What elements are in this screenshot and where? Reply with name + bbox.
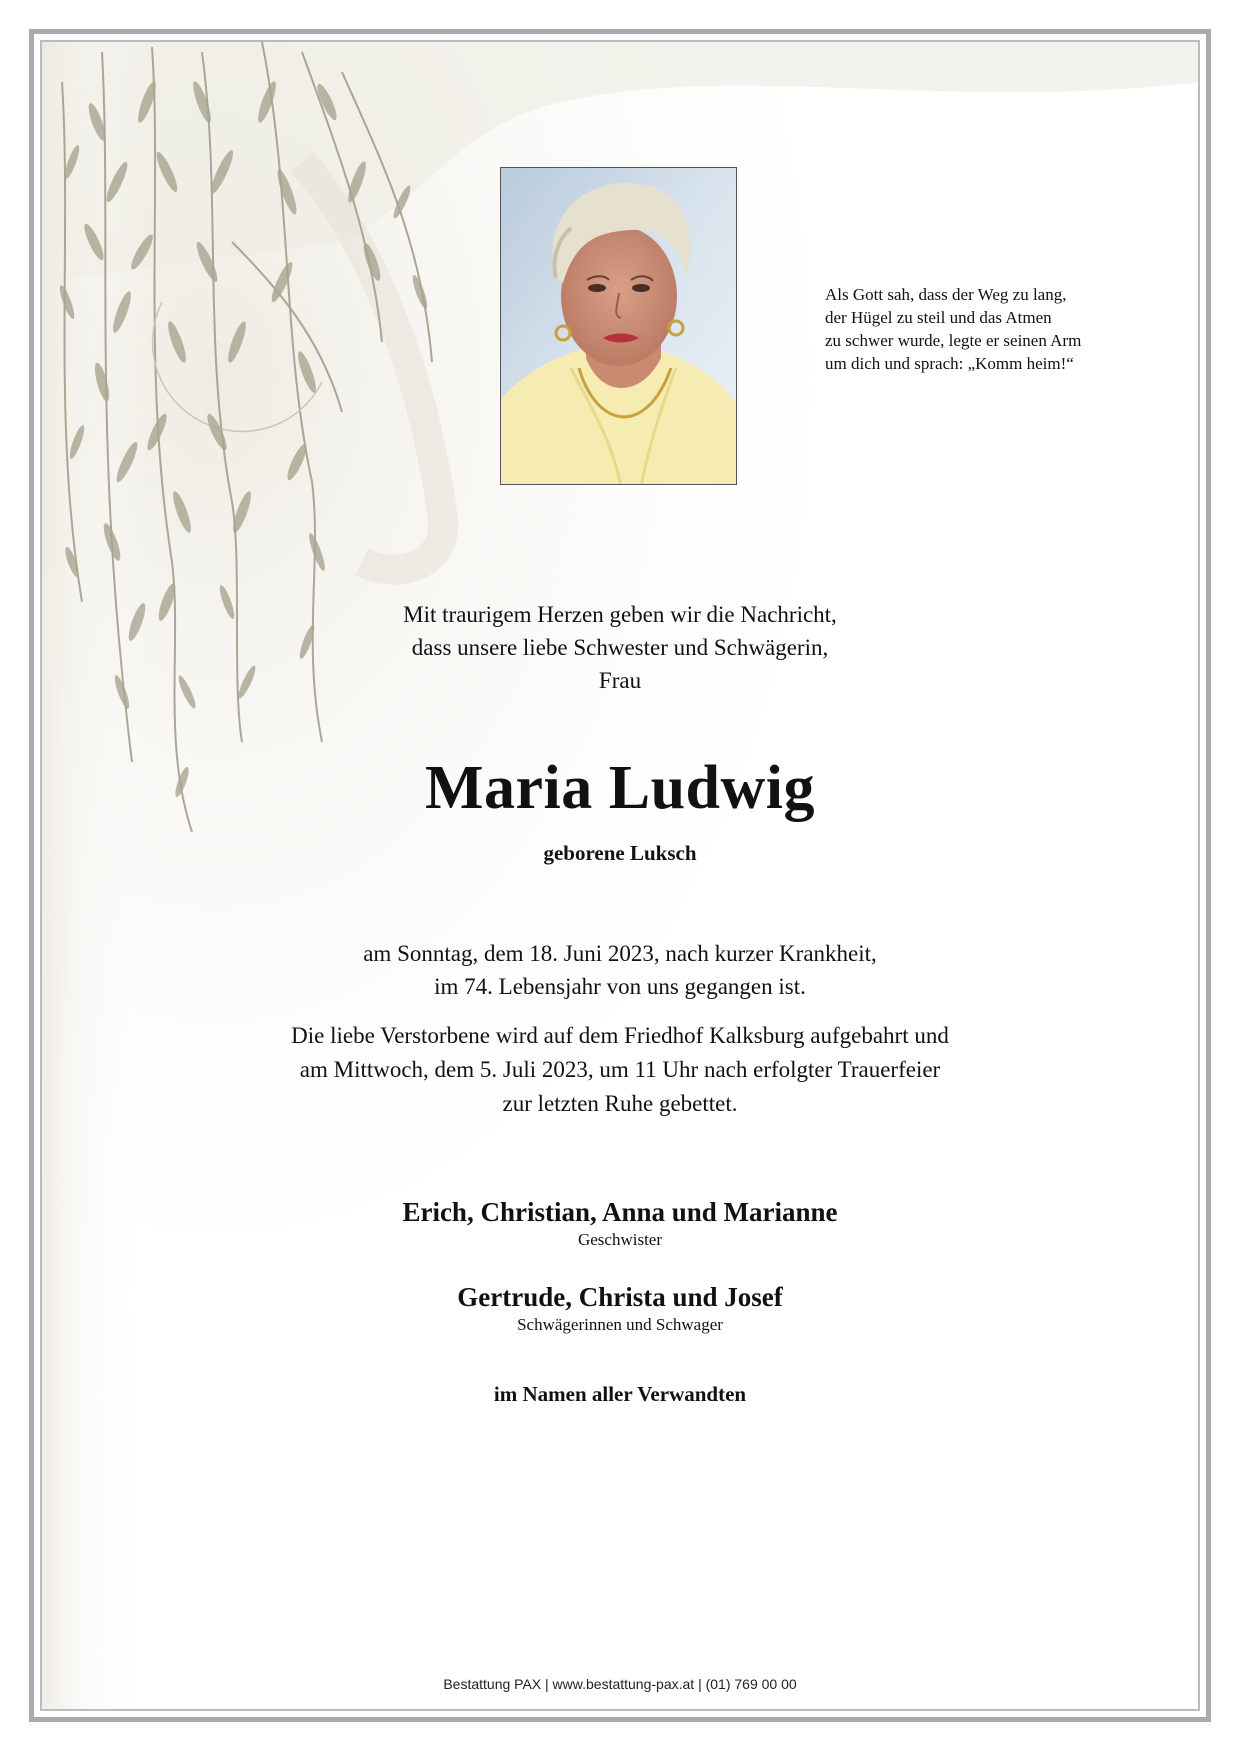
mourner-names: Erich, Christian, Anna und Marianne	[402, 1197, 838, 1227]
closing-line: im Namen aller Verwandten	[493, 1382, 747, 1406]
deceased-name: Maria Ludwig	[424, 754, 816, 822]
intro-text	[0, 598, 1240, 697]
mourner-group	[0, 1197, 1240, 1250]
portrait-illustration	[501, 168, 737, 485]
quote-poem	[825, 283, 1155, 375]
funeral-info	[0, 1019, 1240, 1121]
intro-line: Frau	[598, 668, 642, 693]
funeral-line: Die liebe Verstorbene wird auf dem Friedhof Kalksburg aufgebahrt und	[291, 1023, 949, 1048]
mourner-names: Gertrude, Christa und Josef	[457, 1282, 783, 1312]
portrait-photo	[500, 167, 737, 485]
funeral-line: am Mittwoch, dem 5. Juli 2023, um 11 Uhr nach erfolgter Trauerfeier	[299, 1057, 941, 1082]
intro-line: dass unsere liebe Schwester und Schwägerin,	[411, 635, 829, 660]
mourner-relation: Geschwister	[577, 1230, 663, 1249]
quote-line: der Hügel zu steil und das Atmen	[825, 308, 1052, 327]
death-notice	[0, 937, 1240, 1003]
quote-line: zu schwer wurde, legte er seinen Arm	[825, 331, 1082, 350]
intro-line: Mit traurigem Herzen geben wir die Nachricht,	[403, 602, 837, 627]
death-line: am Sonntag, dem 18. Juni 2023, nach kurzer Krankheit,	[363, 941, 877, 966]
mourner-group	[0, 1282, 1240, 1335]
quote-line: um dich und sprach: „Komm heim!“	[825, 354, 1074, 373]
footer-contact: Bestattung PAX | www.bestattung-pax.at | (01) 769 00 00	[443, 1676, 797, 1692]
death-line: im 74. Lebensjahr von uns gegangen ist.	[434, 974, 806, 999]
maiden-name: geborene Luksch	[543, 841, 697, 865]
quote-line: Als Gott sah, dass der Weg zu lang,	[825, 285, 1067, 304]
funeral-line: zur letzten Ruhe gebettet.	[502, 1091, 738, 1116]
mourner-relation: Schwägerinnen und Schwager	[517, 1315, 723, 1334]
